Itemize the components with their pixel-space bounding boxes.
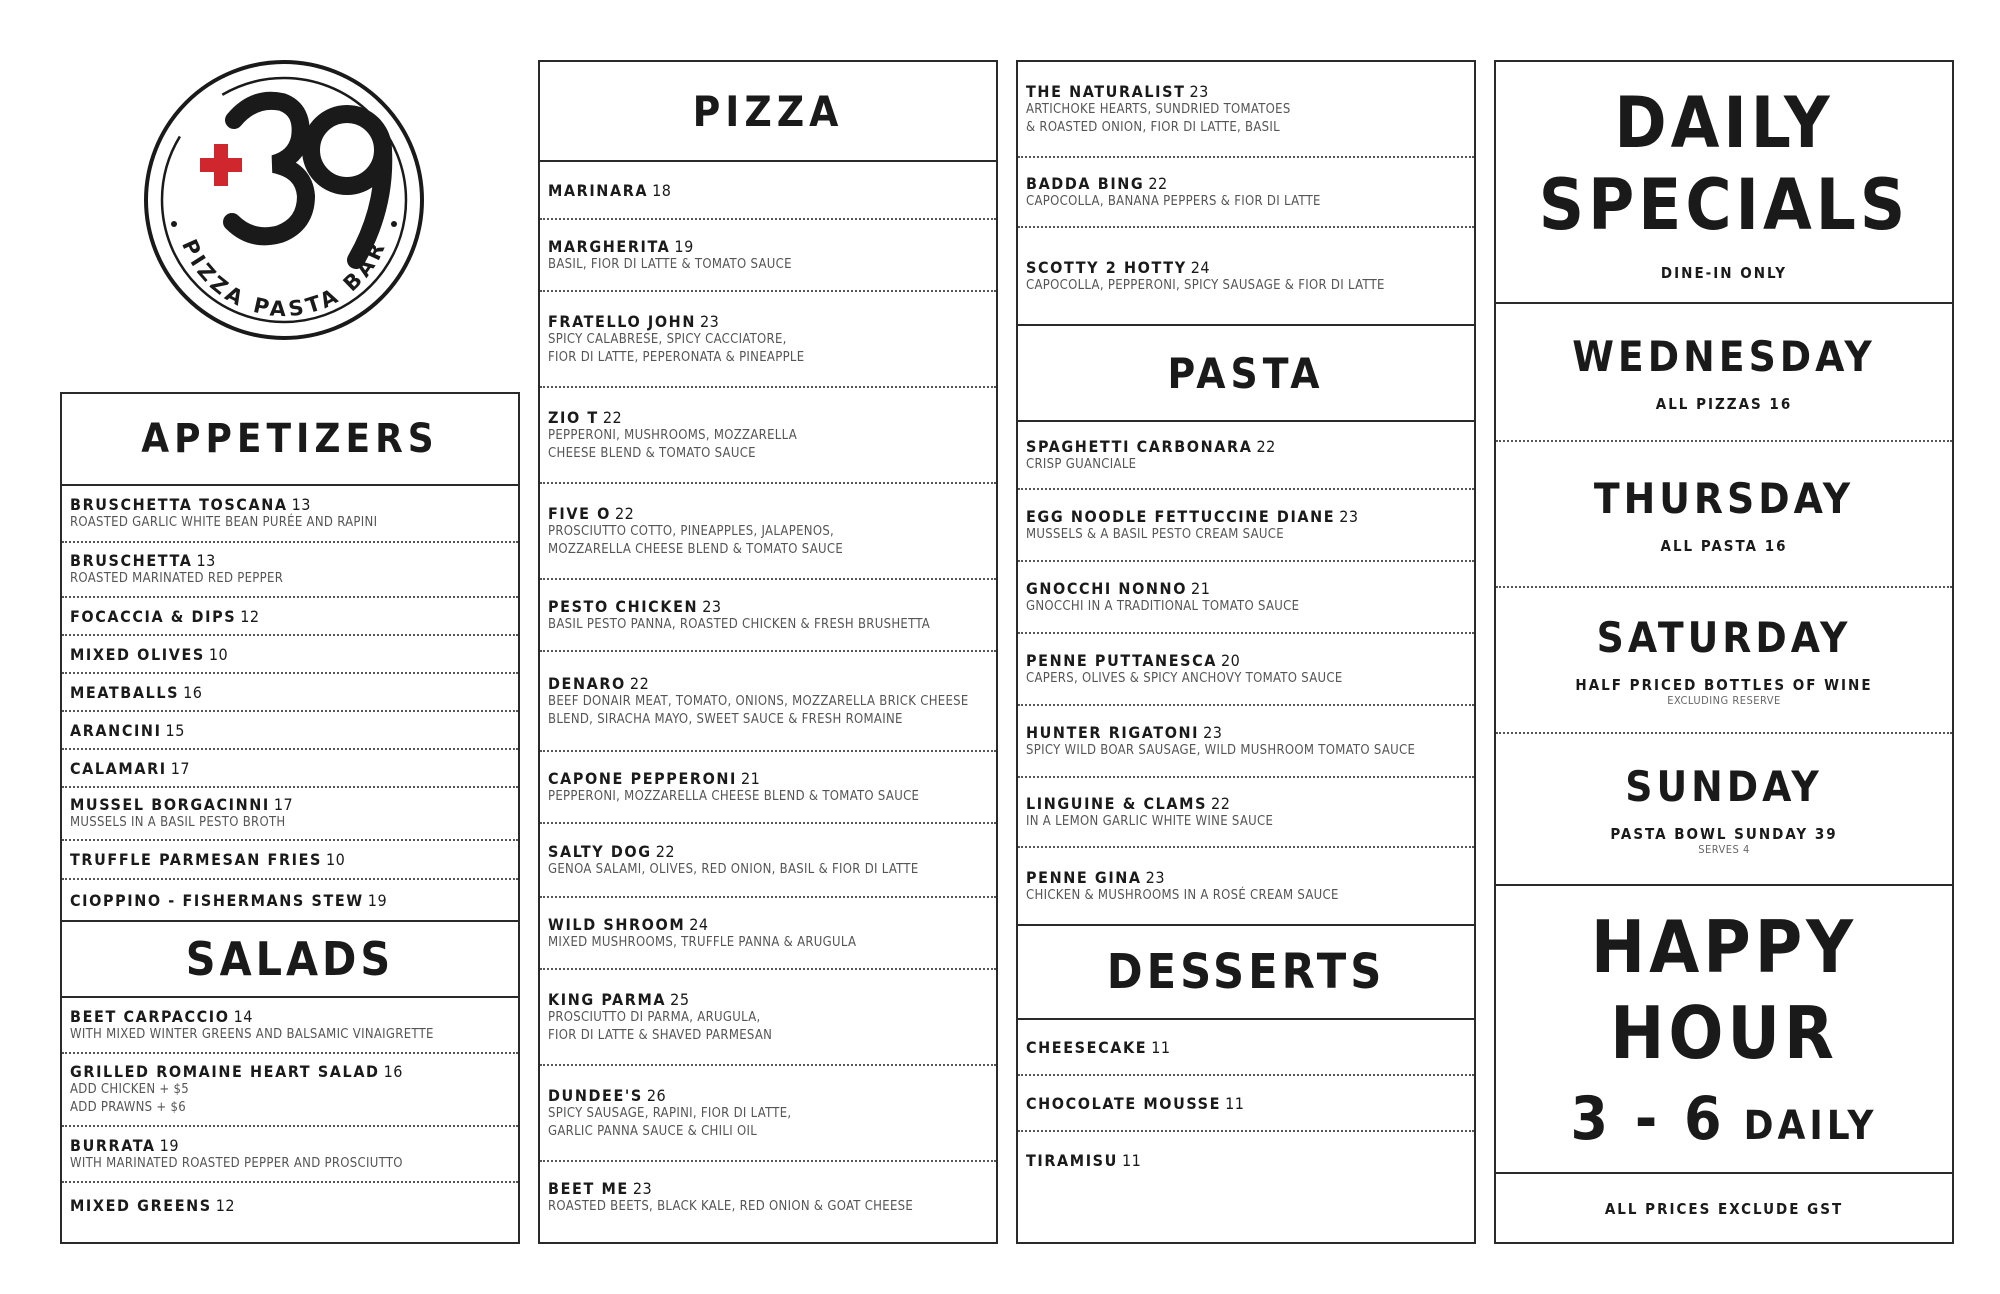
special-day-name: THURSDAY (1593, 473, 1855, 523)
menu-item (62, 1127, 518, 1183)
desserts-heading: DESSERTS (1018, 924, 1474, 1020)
specials-title-line1: DAILY (1614, 82, 1834, 164)
menu-item-price: 21 (741, 768, 761, 788)
menu-item-name (70, 1196, 510, 1215)
menu-item-title: FRATELLO JOHN (548, 311, 696, 331)
menu-item-description: CHEESE BLEND & TOMATO SAUCE (548, 445, 756, 461)
menu-item-title: GNOCCHI NONNO (1026, 578, 1188, 598)
menu-item-name (1026, 82, 1466, 101)
happy-hour-block (1496, 884, 1952, 1174)
menu-item (540, 292, 996, 388)
menu-item-name (1026, 1094, 1466, 1113)
menu-item-name (70, 1062, 510, 1081)
menu-item-name (548, 769, 988, 788)
menu-item-price: 23 (1203, 722, 1223, 742)
menu-item-price: 12 (240, 606, 260, 626)
menu-item-name (70, 683, 510, 702)
menu-item-price: 25 (670, 989, 690, 1009)
menu-item (62, 636, 518, 674)
appetizers-list (62, 486, 518, 920)
menu-item-title: ARANCINI (70, 720, 162, 740)
menu-item-price: 13 (291, 495, 311, 514)
menu-item-name (548, 408, 988, 427)
menu-item (540, 1162, 996, 1232)
menu-item (62, 486, 518, 543)
menu-item (62, 788, 518, 841)
appetizers-salads-panel (60, 392, 520, 1244)
menu-item-price: 23 (699, 311, 720, 331)
menu-item-name (1026, 579, 1466, 598)
menu-item-price: 17 (170, 758, 191, 778)
menu-item-name (70, 607, 510, 626)
menu-item-description: PEPPERONI, MUSHROOMS, MOZZARELLA (548, 427, 797, 443)
menu-item-name (1026, 651, 1466, 670)
menu-item-title: THE NATURALIST (1026, 81, 1186, 101)
menu-item-name (70, 551, 510, 570)
menu-item-description: CAPOCOLLA, PEPPERONI, SPICY SAUSAGE & FIOR DI LATTE (1026, 277, 1385, 293)
menu-item-title: CHEESECAKE (1026, 1037, 1148, 1057)
pizza-list (540, 162, 996, 1232)
menu-item-description: ROASTED GARLIC WHITE BEAN PURÉE AND RAPINI (70, 515, 378, 530)
menu-item-title: BRUSCHETTA TOSCANA (70, 495, 288, 514)
menu-item-name (548, 597, 988, 616)
menu-item-price: 20 (1221, 650, 1241, 670)
menu-item-name (70, 1136, 510, 1155)
menu-item-price: 13 (196, 551, 216, 570)
pizza-heading: PIZZA (540, 62, 996, 162)
menu-item-title: SPAGHETTI CARBONARA (1026, 436, 1253, 456)
menu-item-description: PROSCIUTTO COTTO, PINEAPPLES, JALAPENOS, (548, 523, 835, 539)
menu-item-price: 15 (165, 720, 185, 740)
menu-item-description: IN A LEMON GARLIC WHITE WINE SAUCE (1026, 813, 1274, 829)
menu-item-description: FIOR DI LATTE, PEPERONATA & PINEAPPLE (548, 349, 805, 365)
menu-item-title: BRUSCHETTA (70, 551, 193, 570)
menu-item-name (1026, 1038, 1466, 1057)
pasta-desserts-panel (1016, 60, 1476, 1244)
menu-item-name (548, 1179, 988, 1198)
menu-item-description: PEPPERONI, MOZZARELLA CHEESE BLEND & TOMATO SAUCE (548, 788, 920, 804)
special-day-name: SATURDAY (1596, 613, 1852, 662)
gst-note: ALL PRICES EXCLUDE GST (1604, 1200, 1844, 1218)
menu-item-title: EGG NOODLE FETTUCCINE DIANE (1026, 506, 1336, 526)
menu-item-name (70, 891, 510, 910)
menu-item-description: BEEF DONAIR MEAT, TOMATO, ONIONS, MOZZARELLA BRICK CHEESE (548, 693, 969, 709)
gst-footer (1496, 1174, 1952, 1244)
menu-item-title: FOCACCIA & DIPS (70, 606, 237, 626)
menu-item-name (548, 312, 988, 331)
menu-item-description: WITH MARINATED ROASTED PEPPER AND PROSCIUTTO (70, 1155, 403, 1171)
menu-item-name (70, 495, 510, 514)
menu-item-name (1026, 174, 1466, 193)
specials-subtitle: DINE-IN ONLY (1660, 264, 1788, 282)
menu-item-price: 22 (1256, 436, 1276, 456)
special-day-deal: PASTA BOWL SUNDAY 39 (1610, 825, 1838, 843)
menu-item-price: 23 (1189, 81, 1209, 101)
menu-item-name (70, 721, 510, 740)
menu-item-price: 10 (326, 850, 346, 869)
logo-cross-vertical (214, 144, 228, 186)
special-day (1496, 304, 1952, 442)
special-day-deal: HALF PRICED BOTTLES OF WINE (1575, 676, 1873, 694)
menu-item (1018, 706, 1474, 778)
menu-item (540, 898, 996, 970)
special-day-name: WEDNESDAY (1572, 331, 1876, 381)
menu-item-price: 24 (689, 914, 709, 934)
menu-item-description: PROSCIUTTO DI PARMA, ARUGULA, (548, 1009, 761, 1025)
menu-item (62, 712, 518, 750)
menu-item-description: GARLIC PANNA SAUCE & CHILI OIL (548, 1123, 758, 1139)
menu-item-description: SPICY WILD BOAR SAUSAGE, WILD MUSHROOM TOMATO SAUCE (1026, 742, 1416, 758)
menu-item-price: 11 (1121, 1150, 1142, 1170)
appetizers-heading: APPETIZERS (62, 394, 518, 486)
menu-item (62, 674, 518, 712)
pizza-panel (538, 60, 998, 1244)
menu-item-title: BADDA BING (1026, 173, 1145, 193)
menu-item-price: 19 (159, 1135, 179, 1155)
menu-item-title: MIXED OLIVES (70, 644, 205, 664)
menu-item-title: PESTO CHICKEN (548, 596, 699, 616)
menu-item-description: FIOR DI LATTE & SHAVED PARMESAN (548, 1027, 773, 1043)
menu-item-price: 22 (1211, 793, 1231, 813)
menu-item-title: GRILLED ROMAINE HEART SALAD (70, 1062, 380, 1081)
menu-item (62, 1054, 518, 1127)
menu-item (62, 841, 518, 880)
specials-panel (1494, 60, 1954, 1244)
menu-item-title: MEATBALLS (70, 682, 180, 702)
menu-item-name (1026, 258, 1466, 277)
logo-tagline: PIZZA PASTA BAR (177, 235, 392, 322)
menu-item-title: PENNE GINA (1026, 867, 1142, 887)
logo-emblem (142, 58, 426, 342)
menu-item-title: CALAMARI (70, 758, 167, 778)
menu-item (1018, 1076, 1474, 1132)
menu-item-title: WILD SHROOM (548, 914, 686, 934)
menu-item-description: ARTICHOKE HEARTS, SUNDRIED TOMATOES (1026, 101, 1291, 117)
menu-item-price: 22 (615, 503, 635, 523)
menu-item-description: WITH MIXED WINTER GREENS AND BALSAMIC VINAIGRETTE (70, 1026, 434, 1042)
menu-item-description: & ROASTED ONION, FIOR DI LATTE, BASIL (1026, 119, 1280, 135)
menu-item (1018, 490, 1474, 562)
happy-hour-time-row (1571, 1084, 1878, 1154)
menu-item-title: BURRATA (70, 1135, 156, 1155)
menu-item-title: CIOPPINO - FISHERMANS STEW (70, 890, 364, 910)
special-day-name: SUNDAY (1625, 762, 1823, 811)
menu-item (1018, 848, 1474, 924)
menu-item-title: ZIO T (548, 407, 599, 427)
menu-item-title: LINGUINE & CLAMS (1026, 793, 1208, 813)
menu-item (540, 580, 996, 652)
menu-item (62, 750, 518, 788)
menu-item-price: 23 (702, 596, 722, 616)
special-day (1496, 734, 1952, 884)
menu-item (62, 998, 518, 1054)
menu-item-price: 17 (273, 795, 294, 814)
menu-item-description: GENOA SALAMI, OLIVES, RED ONION, BASIL & FIOR DI LATTE (548, 861, 919, 877)
menu-item-description: ADD CHICKEN + $5 (70, 1082, 190, 1097)
special-day-deal: ALL PASTA 16 (1660, 536, 1788, 555)
menu-item-title: DENARO (548, 673, 626, 693)
menu-item-name (1026, 794, 1466, 813)
menu-item-price: 24 (1190, 257, 1211, 277)
menu-item-title: CHOCOLATE MOUSSE (1026, 1093, 1222, 1113)
menu-item (540, 220, 996, 292)
menu-item-title: MIXED GREENS (70, 1196, 212, 1215)
menu-item-title: MARINARA (548, 180, 649, 200)
menu-item (1018, 62, 1474, 158)
menu-item-description: CHICKEN & MUSHROOMS IN A ROSÉ CREAM SAUCE (1026, 887, 1339, 903)
specials-title-line2: SPECIALS (1538, 164, 1910, 246)
menu-item-description: CRISP GUANCIALE (1026, 456, 1137, 472)
menu-item-title: BEET CARPACCIO (70, 1006, 230, 1026)
menu-item-price: 19 (674, 236, 694, 256)
menu-item-price: 22 (1148, 173, 1168, 193)
menu-item-price: 22 (602, 407, 623, 427)
menu-item-title: BEET ME (548, 1178, 629, 1198)
menu-item (1018, 778, 1474, 848)
salads-list (62, 998, 518, 1228)
menu-item-description: CAPOCOLLA, BANANA PEPPERS & FIOR DI LATTE (1026, 193, 1321, 209)
menu-item-price: 22 (655, 841, 675, 861)
menu-item-description: MIXED MUSHROOMS, TRUFFLE PANNA & ARUGULA (548, 934, 857, 950)
desserts-list (1018, 1020, 1474, 1188)
specials-header (1496, 62, 1952, 304)
menu-item-description: BASIL PESTO PANNA, ROASTED CHICKEN & FRESH BRUSHETTA (548, 616, 931, 632)
pasta-list (1018, 422, 1474, 924)
menu-item-price: 26 (646, 1085, 667, 1105)
happy-hour-daily: DAILY (1743, 1103, 1878, 1149)
menu-item-name (1026, 507, 1466, 526)
menu-item-description: ADD PRAWNS + $6 (70, 1100, 187, 1115)
menu-item-title: TIRAMISU (1026, 1150, 1118, 1170)
special-day-note: EXCLUDING RESERVE (1667, 694, 1781, 707)
menu-item (540, 162, 996, 220)
menu-item-description: GNOCCHI IN A TRADITIONAL TOMATO SAUCE (1026, 598, 1300, 614)
menu-item (540, 752, 996, 824)
special-day-deal: ALL PIZZAS 16 (1655, 394, 1793, 413)
menu-item-name (548, 674, 988, 693)
menu-item-price: 16 (383, 1062, 403, 1081)
menu-item-name (70, 1007, 510, 1026)
menu-item-description: ROASTED BEETS, BLACK KALE, RED ONION & GOAT CHEESE (548, 1198, 914, 1214)
menu-item (62, 880, 518, 920)
menu-item-name (70, 795, 510, 814)
menu-item-title: TRUFFLE PARMESAN FRIES (70, 850, 322, 869)
menu-item-price: 22 (629, 673, 650, 693)
menu-item (62, 1183, 518, 1228)
menu-item-description: MUSSELS IN A BASIL PESTO BROTH (70, 815, 286, 830)
menu-item-title: FIVE O (548, 503, 612, 523)
menu-item-name (548, 181, 988, 200)
special-day (1496, 588, 1952, 734)
menu-item-name (1026, 723, 1466, 742)
menu-item (540, 388, 996, 484)
menu-item-description: SPICY CALABRESE, SPICY CACCIATORE, (548, 331, 787, 347)
menu-item (1018, 228, 1474, 324)
menu-item (540, 1066, 996, 1162)
menu-item-price: 11 (1225, 1093, 1245, 1113)
menu-item-price: 10 (208, 644, 229, 664)
specials-days (1496, 304, 1952, 884)
menu-item-description: BLEND, SIRACHA MAYO, SWEET SAUCE & FRESH ROMAINE (548, 711, 903, 727)
menu-item-description: SPICY SAUSAGE, RAPINI, FIOR DI LATTE, (548, 1105, 792, 1121)
menu-item-price: 16 (183, 682, 203, 702)
menu-item-name (548, 1086, 988, 1105)
menu-item-title: MARGHERITA (548, 236, 671, 256)
menu-item (540, 652, 996, 752)
menu-item-title: KING PARMA (548, 989, 667, 1009)
menu-item (62, 543, 518, 598)
special-day-note: SERVES 4 (1698, 843, 1750, 856)
pasta-heading: PASTA (1018, 324, 1474, 422)
happy-hour-time: 3 - 6 (1570, 1084, 1726, 1154)
menu-item-description: MUSSELS & A BASIL PESTO CREAM SAUCE (1026, 526, 1284, 542)
menu-item-title: HUNTER RIGATONI (1026, 722, 1200, 742)
menu-item (540, 824, 996, 898)
menu-item-price: 19 (367, 890, 388, 910)
menu-item-price: 14 (233, 1006, 253, 1026)
menu-item-name (548, 237, 988, 256)
menu-item-name (70, 645, 510, 664)
menu-item-name (548, 842, 988, 861)
happy-hour-title: HAPPY HOUR (1590, 905, 1858, 1075)
menu-item-name (1026, 1151, 1466, 1170)
menu-item-description: BASIL, FIOR DI LATTE & TOMATO SAUCE (548, 256, 792, 272)
restaurant-logo (142, 58, 426, 342)
menu-item-price: 21 (1191, 578, 1211, 598)
menu-item-price: 23 (632, 1178, 653, 1198)
menu-item-price: 18 (652, 180, 672, 200)
menu-item (1018, 422, 1474, 490)
menu-item-price: 23 (1145, 867, 1165, 887)
menu-item-title: CAPONE PEPPERONI (548, 768, 738, 788)
menu-item (1018, 1132, 1474, 1188)
menu-item (540, 970, 996, 1066)
menu-item (1018, 1020, 1474, 1076)
menu-item (1018, 158, 1474, 228)
menu-item-price: 12 (215, 1196, 236, 1215)
menu-item-price: 11 (1151, 1037, 1171, 1057)
menu-item-name (548, 504, 988, 523)
menu-item-description: CAPERS, OLIVES & SPICY ANCHOVY TOMATO SAUCE (1026, 670, 1343, 686)
menu-item (1018, 562, 1474, 634)
menu-item-name (548, 915, 988, 934)
menu-item-name (1026, 868, 1466, 887)
salads-heading: SALADS (62, 920, 518, 998)
menu-item-description: ROASTED MARINATED RED PEPPER (70, 571, 284, 586)
menu-item-title: MUSSEL BORGACINNI (70, 795, 270, 814)
menu-item (62, 598, 518, 636)
special-day (1496, 442, 1952, 588)
menu-item-title: PENNE PUTTANESCA (1026, 650, 1218, 670)
menu-item-name (1026, 437, 1466, 456)
menu-item (1018, 634, 1474, 706)
menu-item-description: MOZZARELLA CHEESE BLEND & TOMATO SAUCE (548, 541, 844, 557)
pizza-continued-list (1018, 62, 1474, 324)
menu-item-price: 23 (1339, 506, 1359, 526)
menu-item-name (70, 850, 510, 869)
menu-item (540, 484, 996, 580)
menu-item-title: DUNDEE'S (548, 1085, 643, 1105)
menu-item-title: SCOTTY 2 HOTTY (1026, 257, 1187, 277)
menu-item-title: SALTY DOG (548, 841, 652, 861)
menu-item-name (548, 990, 988, 1009)
menu-item-name (70, 759, 510, 778)
